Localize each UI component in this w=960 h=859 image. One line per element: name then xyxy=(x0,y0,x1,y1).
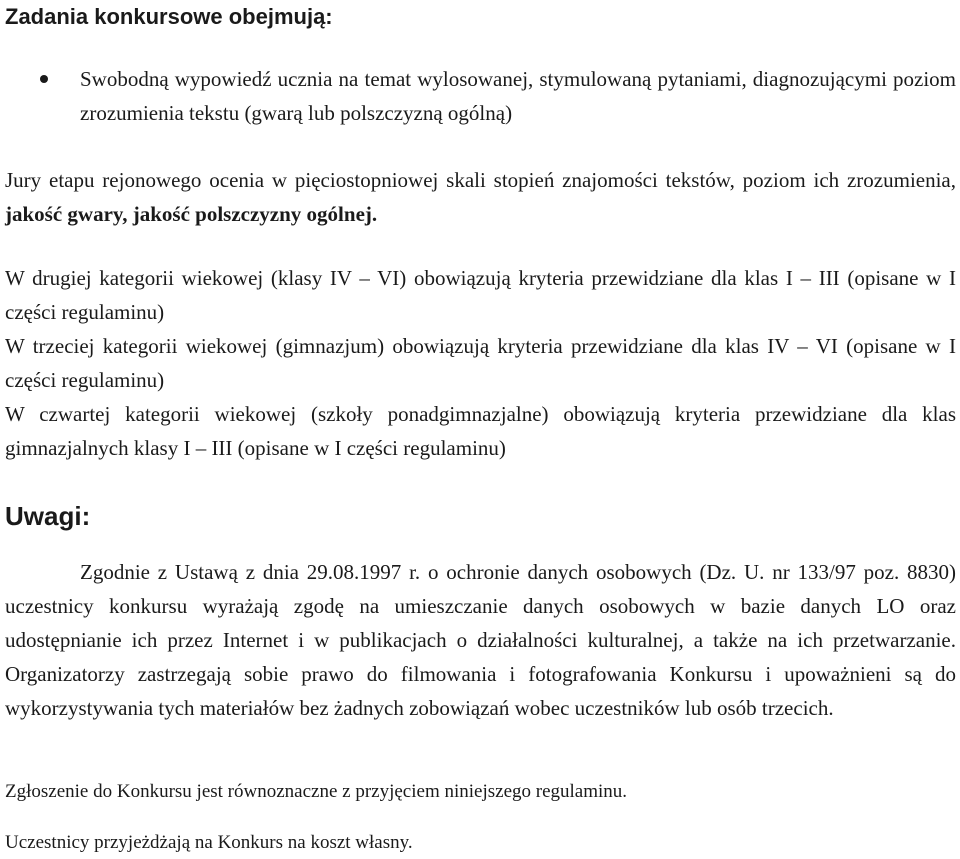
data-protection-notice: Zgodnie z Ustawą z dnia 29.08.1997 r. o ochronie danych osobowych (Dz. U. nr 133/97 poz. 8830) uczestnicy konkursu wyrażają zgodę na umieszczanie danych osobowych w bazie danych LO oraz udostępnianie ich przez Internet i w publikacjach o działalności kulturalnej, a także na ich przetwarzanie. Organizatorzy zastrzegają sobie prawo do filmowania i fotografowania Konkursu i upoważnieni są do wykorzystywania tych materiałów bez żadnych zobowiązań wobec uczestników lub osób trzecich. xyxy=(5,560,956,720)
bullet-icon xyxy=(40,75,48,83)
jury-paragraph xyxy=(5,163,956,231)
notes-heading: Uwagi: xyxy=(5,501,91,531)
section-heading: Zadania konkursowe obejmują: xyxy=(5,4,333,29)
registration-note: Zgłoszenie do Konkursu jest równoznaczne z przyjęciem niniejszego regulaminu. xyxy=(5,781,628,802)
jury-text: Jury etapu rejonowego ocenia w pięciostopniowej skali stopień znajomości tekstów, poziom ich zrozumienia, xyxy=(5,168,956,192)
category-paragraph: W drugiej kategorii wiekowej (klasy IV – VI) obowiązują kryteria przewidziane dla klas I – III (opisane w I części regulaminu) xyxy=(5,266,956,324)
jury-bold-text: jakość gwary, jakość polszczyzny ogólnej. xyxy=(5,202,378,226)
categories-block xyxy=(5,261,956,465)
travel-cost-note: Uczestnicy przyjeżdżają na Konkurs na koszt własny. xyxy=(5,832,413,853)
category-paragraph: W czwartej kategorii wiekowej (szkoły ponadgimnazjalne) obowiązują kryteria przewidziane dla klas gimnazjalnych klasy I – III (opisane w I części regulaminu) xyxy=(5,402,956,460)
bullet-item: Swobodną wypowiedź ucznia na temat wylosowanej, stymulowaną pytaniami, diagnozującymi poziom zrozumienia tekstu (gwarą lub polszczyzną ogólną) xyxy=(80,67,956,125)
category-paragraph: W trzeciej kategorii wiekowej (gimnazjum) obowiązują kryteria przewidziane dla klas IV – VI (opisane w I części regulaminu) xyxy=(5,334,956,392)
